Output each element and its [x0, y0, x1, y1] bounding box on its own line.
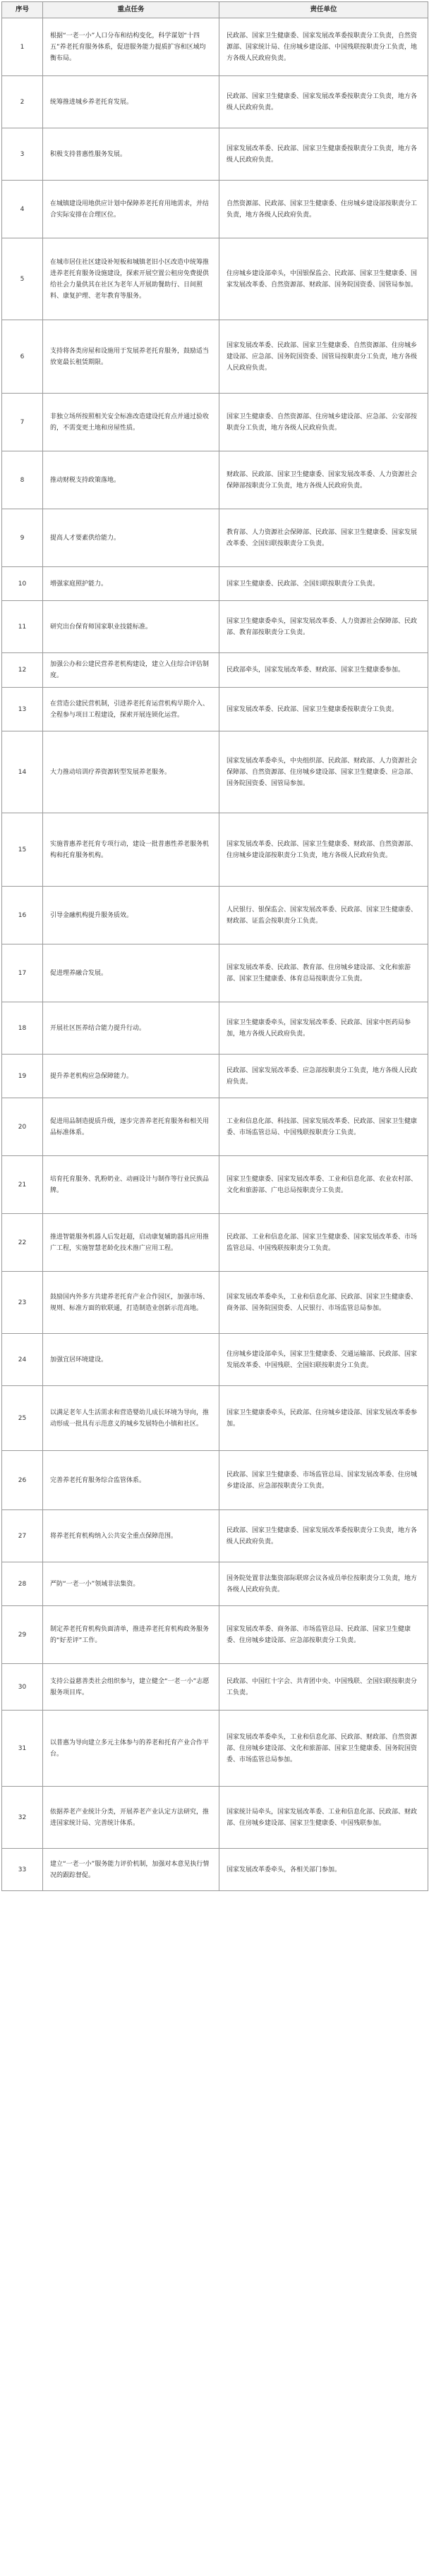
row-number: 2 [2, 76, 43, 128]
row-number: 24 [2, 1334, 43, 1386]
table-row [2, 601, 428, 653]
row-responsible-unit: 国家卫生健康委、国家发展改革委、工业和信息化部、农业农村部、文化和旅游部、广电总局按职责分工负责。 [219, 1156, 428, 1214]
row-responsible-unit: 国家发展改革委牵头，各相关部门参加。 [219, 1849, 428, 1891]
row-key-task: 加强公办和公建民营养老机构建设，建立入住综合评估制度。 [43, 653, 219, 688]
row-responsible-unit: 工业和信息化部、科技部、国家发展改革委、民政部、国家卫生健康委、市场监管总局、中国残联按职责分工负责。 [219, 1098, 428, 1156]
row-number: 33 [2, 1849, 43, 1891]
table-row [2, 238, 428, 320]
row-number: 31 [2, 1711, 43, 1787]
table-row [2, 1510, 428, 1562]
row-responsible-unit: 国家统计局牵头，国家发展改革委、工业和信息化部、民政部、财政部、住房城乡建设部、国家卫生健康委、中国残联参加。 [219, 1787, 428, 1849]
table-row [2, 813, 428, 887]
row-key-task: 加强宜居环境建设。 [43, 1334, 219, 1386]
row-key-task: 提升养老机构应急保障能力。 [43, 1055, 219, 1098]
table-row [2, 1562, 428, 1606]
row-key-task: 促进理养融合发展。 [43, 944, 219, 1002]
row-key-task: 建立“一老一小”服务能力评价机制，加强对本意见执行情况的跟踪督促。 [43, 1849, 219, 1891]
row-responsible-unit: 国家卫生健康委牵头，国家发展改革委、民政部、国家中医药局参加，地方各级人民政府负责。 [219, 1002, 428, 1055]
table-row [2, 1002, 428, 1055]
row-responsible-unit: 国家卫生健康委、自然资源部、住房城乡建设部、应急部、公安部按职责分工负责，地方各级人民政府负责。 [219, 394, 428, 451]
table-body [2, 18, 428, 1891]
header-responsible-unit: 责任单位 [219, 2, 428, 18]
row-number: 29 [2, 1606, 43, 1664]
row-responsible-unit: 财政部、民政部、国家卫生健康委、国家发展改革委、人力资源社会保障部按职责分工负责，地方各级人民政府负责。 [219, 451, 428, 509]
row-number: 10 [2, 567, 43, 601]
table-row [2, 128, 428, 181]
header-number: 序号 [2, 2, 43, 18]
row-responsible-unit: 国务院处置非法集资部际联席会议各成员单位按职责分工负责，地方各级人民政府负责。 [219, 1562, 428, 1606]
row-number: 3 [2, 128, 43, 181]
row-number: 30 [2, 1664, 43, 1711]
table-row [2, 18, 428, 76]
row-key-task: 统筹推进城乡养老托育发展。 [43, 76, 219, 128]
row-key-task: 开展社区医养结合能力提升行动。 [43, 1002, 219, 1055]
row-responsible-unit: 国家发展改革委、民政部、教育部、住房城乡建设部、文化和旅游部、国家卫生健康委、体育总局按职责分工负责。 [219, 944, 428, 1002]
row-number: 4 [2, 181, 43, 238]
row-key-task: 研究出台保育师国家职业技能标准。 [43, 601, 219, 653]
row-number: 5 [2, 238, 43, 320]
row-key-task: 将养老托育机构纳入公共安全重点保障范围。 [43, 1510, 219, 1562]
row-responsible-unit: 国家发展改革委、商务部、市场监管总局、民政部、国家卫生健康委、住房城乡建设部、应急部按职责分工负责。 [219, 1606, 428, 1664]
table-row [2, 1711, 428, 1787]
table-row [2, 944, 428, 1002]
row-number: 17 [2, 944, 43, 1002]
row-key-task: 根据“一老一小”人口分布和结构变化，科学谋划“十四五”养老托育服务体系，促进服务能力提质扩容和区域均衡布局。 [43, 18, 219, 76]
row-key-task: 增强家庭照护能力。 [43, 567, 219, 601]
row-responsible-unit: 民政部牵头，国家发展改革委、财政部、国家卫生健康委参加。 [219, 653, 428, 688]
row-number: 20 [2, 1098, 43, 1156]
row-responsible-unit: 住房城乡建设部牵头，中国银保监会、民政部、国家卫生健康委、国家发展改革委、自然资源部、财政部、国务院国资委、国管局参加。 [219, 238, 428, 320]
row-number: 23 [2, 1272, 43, 1334]
row-responsible-unit: 国家发展改革委、民政部、国家卫生健康委按职责分工负责。 [219, 688, 428, 731]
row-responsible-unit: 民政部、中国红十字会、共青团中央、中国残联、全国妇联按职责分工负责。 [219, 1664, 428, 1711]
row-key-task: 以满足老年人生活需求和营造婴幼儿成长环境为导向，推动形成一批具有示范意义的城乡发展特色小镇和社区。 [43, 1386, 219, 1451]
table-row [2, 653, 428, 688]
header-key-task: 重点任务 [43, 2, 219, 18]
row-key-task: 积极支持普惠性服务发展。 [43, 128, 219, 181]
row-number: 6 [2, 320, 43, 394]
table-row [2, 1334, 428, 1386]
table-row [2, 394, 428, 451]
row-number: 18 [2, 1002, 43, 1055]
table-row [2, 1664, 428, 1711]
row-responsible-unit: 教育部、人力资源社会保障部、民政部、国家卫生健康委、国家发展改革委、全国妇联按职责分工负责。 [219, 509, 428, 567]
row-key-task: 推动财税支持政策落地。 [43, 451, 219, 509]
row-responsible-unit: 国家发展改革委牵头，中央组织部、民政部、财政部、人力资源社会保障部、自然资源部、住房城乡建设部、国家卫生健康委、应急部、国务院国资委、国管局参加。 [219, 731, 428, 813]
row-key-task: 鼓励国内外多方共建养老托育产业合作园区，加强市场、规则、标准方面的软联通，打造制造业创新示范高地。 [43, 1272, 219, 1334]
row-number: 21 [2, 1156, 43, 1214]
row-number: 7 [2, 394, 43, 451]
table-row [2, 451, 428, 509]
row-number: 22 [2, 1214, 43, 1272]
table-row [2, 509, 428, 567]
row-responsible-unit: 国家发展改革委、民政部、国家卫生健康委、财政部、自然资源部、住房城乡建设部按职责分工负责，地方各级人民政府负责。 [219, 813, 428, 887]
row-responsible-unit: 人民银行、银保监会、国家发展改革委、民政部、国家卫生健康委、财政部、证监会按职责分工负责。 [219, 887, 428, 944]
table-row [2, 567, 428, 601]
table-row [2, 181, 428, 238]
row-responsible-unit: 国家发展改革委、民政部、国家卫生健康委、自然资源部、住房城乡建设部、应急部、国务院国资委、国管局按职责分工负责，地方各级人民政府负责。 [219, 320, 428, 394]
row-key-task: 在城镇建设用地供应计划中保障养老托育用地需求，并结合实际安排在合理区位。 [43, 181, 219, 238]
table-row [2, 887, 428, 944]
row-key-task: 严防“一老一小”领域非法集资。 [43, 1562, 219, 1606]
table-row [2, 1787, 428, 1849]
row-responsible-unit: 自然资源部、民政部、国家卫生健康委、住房城乡建设部按职责分工负责，地方各级人民政府负责。 [219, 181, 428, 238]
row-number: 9 [2, 509, 43, 567]
row-key-task: 支持公益慈善类社会组织参与，建立健全“一老一小”志愿服务项目库。 [43, 1664, 219, 1711]
row-number: 14 [2, 731, 43, 813]
table-row [2, 1098, 428, 1156]
key-tasks-table [1, 1, 428, 1891]
row-responsible-unit: 国家发展改革委牵头，工业和信息化部、民政部、财政部、自然资源部、住房城乡建设部、文化和旅游部、国家卫生健康委、国务院国资委、市场监管总局参加。 [219, 1711, 428, 1787]
row-responsible-unit: 民政部、工业和信息化部、国家卫生健康委、国家发展改革委、市场监管总局、中国残联按职责分工负责。 [219, 1214, 428, 1272]
row-key-task: 实施普惠养老托育专项行动，建设一批普惠性养老服务机构和托育服务机构。 [43, 813, 219, 887]
row-responsible-unit: 民政部、国家卫生健康委、市场监管总局、国家发展改革委、住房城乡建设部、应急部按职责分工负责。 [219, 1451, 428, 1510]
row-key-task: 培育托育服务、乳粉奶业、动画设计与制作等行业民族品牌。 [43, 1156, 219, 1214]
row-key-task: 推进智能服务机器人后发赶超，启动康复辅助器具应用推广工程，实施智慧老龄化技术推广应用工程。 [43, 1214, 219, 1272]
row-responsible-unit: 民政部、国家卫生健康委、国家发展改革委按职责分工负责，地方各级人民政府负责。 [219, 76, 428, 128]
row-number: 19 [2, 1055, 43, 1098]
row-key-task: 完善养老托育服务综合监管体系。 [43, 1451, 219, 1510]
table-row [2, 1849, 428, 1891]
row-responsible-unit: 国家发展改革委、民政部、国家卫生健康委按职责分工负责，地方各级人民政府负责。 [219, 128, 428, 181]
table-row [2, 1214, 428, 1272]
table-row [2, 1055, 428, 1098]
row-responsible-unit: 住房城乡建设部牵头，国家卫生健康委、交通运输部、民政部、国家发展改革委、中国残联、全国妇联按职责分工负责。 [219, 1334, 428, 1386]
table-row [2, 76, 428, 128]
row-key-task: 大力推动培训疗养资源转型发展养老服务。 [43, 731, 219, 813]
row-key-task: 依据养老产业统计分类，开展养老产业认定方法研究，推进国家统计局、完善统计体系。 [43, 1787, 219, 1849]
row-number: 25 [2, 1386, 43, 1451]
row-responsible-unit: 国家卫生健康委、民政部、全国妇联按职责分工负责。 [219, 567, 428, 601]
table-row [2, 320, 428, 394]
row-number: 32 [2, 1787, 43, 1849]
row-responsible-unit: 民政部、国家发展改革委、应急部按职责分工负责，地方各级人民政府负责。 [219, 1055, 428, 1098]
row-key-task: 提高人才要素供给能力。 [43, 509, 219, 567]
row-key-task: 引导金融机构提升服务质效。 [43, 887, 219, 944]
table-row [2, 1451, 428, 1510]
row-number: 16 [2, 887, 43, 944]
row-responsible-unit: 民政部、国家卫生健康委、国家发展改革委按职责分工负责，自然资源部、国家统计局、住房城乡建设部、中国残联按职责分工负责，地方各级人民政府负责。 [219, 18, 428, 76]
row-key-task: 在营造公建民营机制，引进养老托育运营机构早期介入、全程参与项目工程建设，探索开展连锁化运营。 [43, 688, 219, 731]
row-responsible-unit: 国家发展改革委牵头，工业和信息化部、民政部、国家卫生健康委、商务部、国务院国资委、人民银行、市场监管总局参加。 [219, 1272, 428, 1334]
row-number: 8 [2, 451, 43, 509]
row-responsible-unit: 民政部、国家卫生健康委、国家发展改革委按职责分工负责，地方各级人民政府负责。 [219, 1510, 428, 1562]
table-row [2, 1272, 428, 1334]
row-key-task: 支持将各类房屋和设施用于发展养老托育服务，鼓励适当放宽最长租赁期限。 [43, 320, 219, 394]
row-number: 12 [2, 653, 43, 688]
row-responsible-unit: 国家卫生健康委牵头，民政部、住房城乡建设部、国家发展改革委参加。 [219, 1386, 428, 1451]
table-row [2, 1156, 428, 1214]
row-number: 26 [2, 1451, 43, 1510]
table-row [2, 731, 428, 813]
row-number: 15 [2, 813, 43, 887]
row-number: 1 [2, 18, 43, 76]
row-number: 28 [2, 1562, 43, 1606]
row-responsible-unit: 国家卫生健康委牵头，国家发展改革委、人力资源社会保障部、民政部、教育部按职责分工负责。 [219, 601, 428, 653]
row-number: 11 [2, 601, 43, 653]
row-key-task: 以普惠为导向建立多元主体参与的养老和托育产业合作平台。 [43, 1711, 219, 1787]
row-key-task: 非独立场所按照相关安全标准改造建设托育点并通过验收的，不需变更土地和房屋性质。 [43, 394, 219, 451]
row-key-task: 促进用品制造提质升级，逐步完善养老托育服务和相关用品标准体系。 [43, 1098, 219, 1156]
table-row [2, 688, 428, 731]
table-header-row [2, 2, 428, 18]
row-key-task: 制定养老托育机构负面清单，推进养老托育机构政务服务的“好差评”工作。 [43, 1606, 219, 1664]
row-number: 13 [2, 688, 43, 731]
table-row [2, 1386, 428, 1451]
table-row [2, 1606, 428, 1664]
row-key-task: 在城市居住社区建设补短板和城镇老旧小区改造中统筹推进养老托育服务设施建设，探索开展空置公租房免费提供给社会力量供其在社区为老年人开展助餐助行、日间照料、康复护理、老年教育等服务。 [43, 238, 219, 320]
row-number: 27 [2, 1510, 43, 1562]
